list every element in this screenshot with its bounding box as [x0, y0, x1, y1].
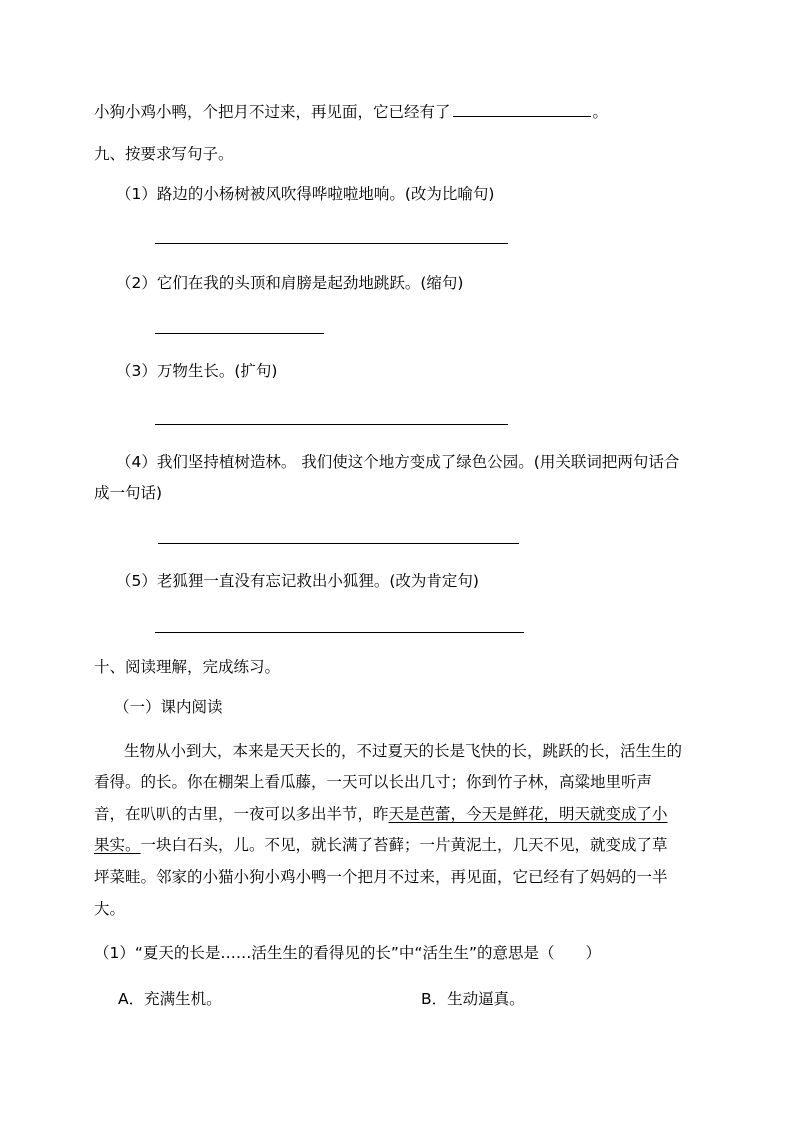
answer-line-5[interactable]: [155, 632, 524, 633]
passage-line-4: [94, 834, 668, 856]
section9-item-5: （5）老狐狸一直没有忘记救出小狐狸。(改为肯定句): [116, 572, 479, 590]
section9-item-2: （2）它们在我的头顶和肩膀是起劲地跳跃。(缩句): [116, 274, 464, 292]
section9-item-4-cont: 成一句话): [94, 484, 163, 502]
section9-item-3: （3）万物生长。(扩句): [116, 362, 278, 380]
section10-subtitle: （一）课内阅读: [114, 698, 223, 716]
option-a[interactable]: A．充满生机。: [118, 990, 222, 1008]
passage-line-6: 大。: [94, 900, 126, 918]
section10-title: 十、阅读理解，完成练习。: [94, 658, 281, 676]
section9-item-1: （1）路边的小杨树被风吹得哗啦啦地响。(改为比喻句): [116, 185, 495, 203]
answer-line-2[interactable]: [155, 333, 324, 334]
underlined-sentence-part2: 果实。: [94, 836, 141, 854]
passage-line-3-text: 音，在叭叭的古里，一夜可以多出半节，昨: [94, 805, 389, 823]
option-b[interactable]: B．生动逼真。: [421, 990, 525, 1008]
underlined-sentence-part1: 天是芭蕾，今天是鲜花，明天就变成了小: [388, 805, 668, 823]
passage-line-3: [94, 803, 668, 825]
passage-line-4-text: 一块白石头，儿。不见，就长满了苔藓；一片黄泥土，几天不见，就变成了草: [140, 836, 668, 854]
top-sentence-text: 小狗小鸡小鸭，个把月不过来，再见面，它已经有了: [94, 103, 451, 121]
section9-title: 九、按要求写句子。: [94, 145, 234, 163]
top-sentence: [94, 101, 608, 123]
section9-item-4: （4）我们坚持植树造林。 我们使这个地方变成了绿色公园。(用关联词把两句话合: [116, 453, 680, 471]
passage-line-2: 看得。的长。你在棚架上看瓜藤，一天可以长出几寸；你到竹子林，高粱地里听声: [94, 773, 653, 791]
answer-line-4[interactable]: [158, 543, 519, 544]
answer-line-1[interactable]: [155, 243, 508, 244]
answer-blank-top[interactable]: [453, 102, 591, 117]
passage-line-5: 坪菜畦。邻家的小猫小狗小鸡小鸭一个把月不过来，再见面，它已经有了妈妈的一半: [94, 868, 668, 886]
top-sentence-end: 。: [592, 103, 609, 121]
passage-line-1: 生物从小到大，本来是天天长的，不过夏天的长是飞快的长，跳跃的长，活生生的: [124, 742, 683, 760]
question-1: （1）“夏天的长是……活生生的看得见的长”中“活生生”的意思是（ ）: [94, 944, 601, 962]
answer-line-3[interactable]: [155, 424, 508, 425]
